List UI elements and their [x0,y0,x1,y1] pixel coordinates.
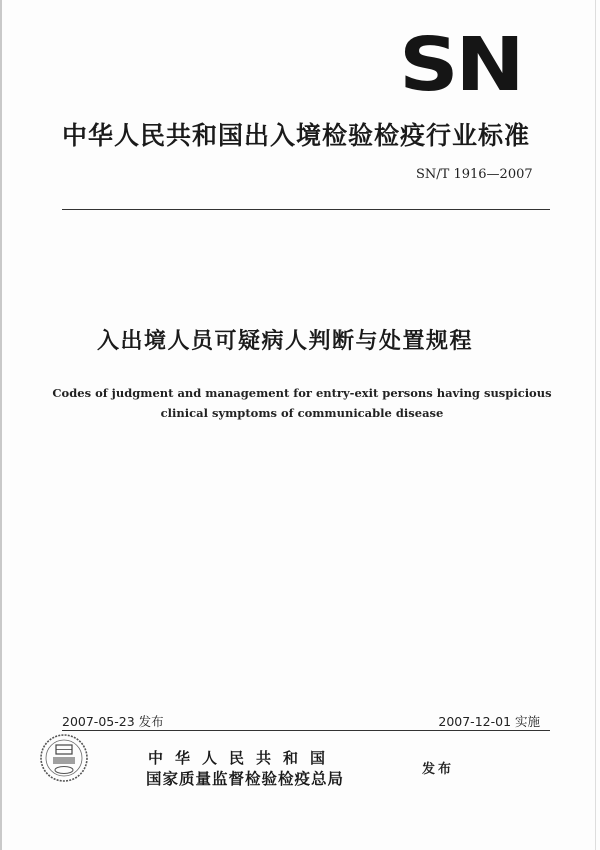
footer-divider [62,730,550,731]
issue-date: 2007-05-23 发布 [62,714,164,729]
title-chinese: 入出境人员可疑病人判断与处置规程 [97,329,474,354]
organization-title: 中华人民共和国出入境检验检疫行业标准 [62,121,531,150]
header-divider [62,209,550,210]
sn-logo: SN [399,22,522,108]
title-english-line-1: Codes of judgment and management for entry-exit persons having suspicious [52,386,552,400]
official-seal-icon [39,733,89,783]
issuer-line-1: 中华人民共和国 [148,749,338,767]
title-english [2,383,600,423]
standard-number: SN/T 1916—2007 [416,167,533,182]
title-english-line-2: clinical symptoms of communicable disease [160,406,444,420]
implementation-date: 2007-12-01 实施 [438,714,540,729]
publish-label: 发布 [422,762,455,777]
issuing-authority [146,748,344,790]
page-edge [595,0,596,850]
issuer-line-2: 国家质量监督检验检疫总局 [146,770,345,788]
